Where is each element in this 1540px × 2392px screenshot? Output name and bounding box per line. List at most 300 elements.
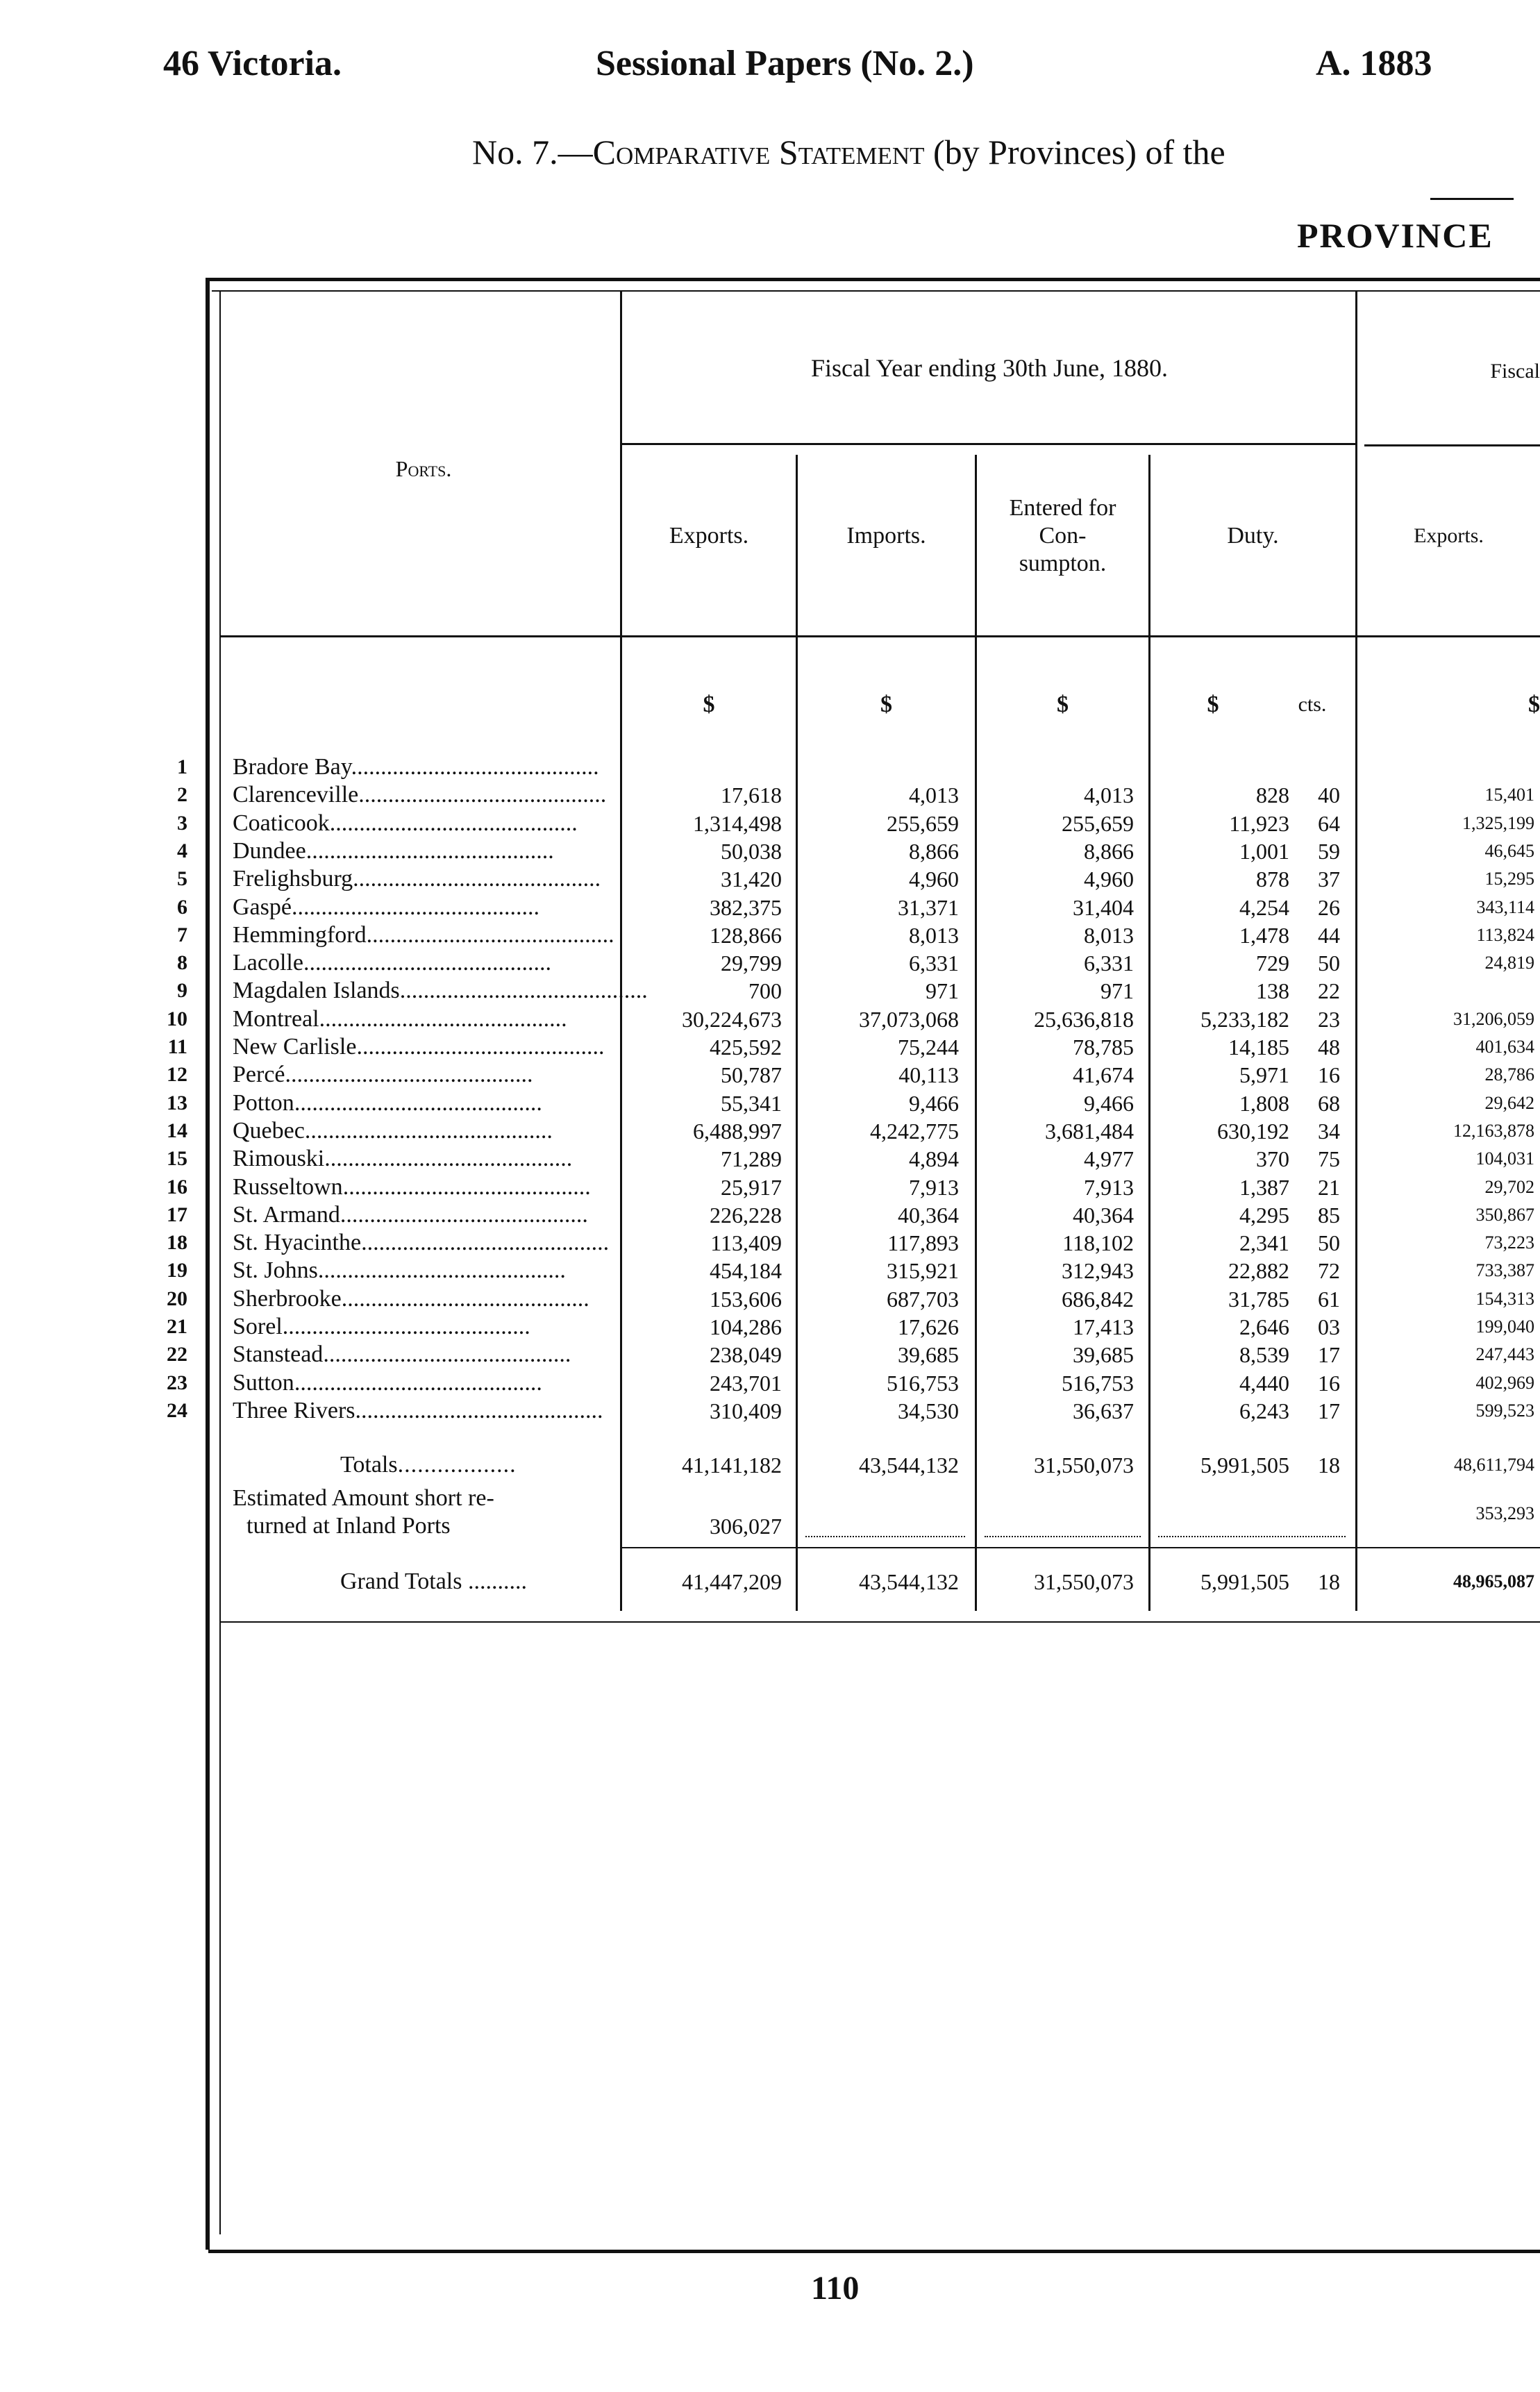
- exports-cell: 128,866: [710, 923, 782, 948]
- imports-cell: 17,626: [898, 1314, 959, 1339]
- imports-cell: 31,371: [898, 895, 959, 920]
- imports-cell: 255,659: [887, 811, 959, 836]
- imports-cell: 6,331: [909, 951, 959, 976]
- entered-cell: 17,413: [1073, 1314, 1134, 1339]
- port-name-text: Three Rivers: [233, 1398, 355, 1423]
- leader-dots: ..........................................: [324, 1146, 573, 1171]
- duty-cell: 22,882: [1228, 1258, 1289, 1283]
- entered-cell: 25,636,818: [1034, 1007, 1134, 1032]
- duty-cell: 370: [1256, 1146, 1289, 1171]
- exports2-header: Exports.: [1414, 524, 1484, 547]
- entered-cell: 255,659: [1062, 811, 1134, 836]
- cts-cell: 50: [1318, 951, 1340, 976]
- exports2-cell: 73,223: [1484, 1232, 1534, 1253]
- entered-header-line3: sumpton.: [1019, 551, 1107, 576]
- cts-cell: 50: [1318, 1230, 1340, 1255]
- row-number: 22: [167, 1343, 187, 1366]
- exports-cell: 153,606: [710, 1287, 782, 1312]
- exports2-cell: 1,325,199: [1462, 813, 1534, 833]
- cts-cell: 21: [1318, 1175, 1340, 1200]
- port-name: [233, 810, 611, 837]
- row-number: 19: [167, 1259, 187, 1282]
- leader-dots: ..........................................: [356, 1034, 605, 1060]
- entered-cell: 118,102: [1062, 1230, 1134, 1255]
- row-number: 16: [167, 1176, 187, 1198]
- grand-entered: 31,550,073: [1034, 1569, 1134, 1594]
- cts-cell: 85: [1318, 1203, 1340, 1228]
- leader-dots: ..........................................: [291, 894, 539, 920]
- rows-bottom-rule: [221, 1621, 1540, 1623]
- exports2-cell: 199,040: [1475, 1316, 1534, 1337]
- duty-cell: 14,185: [1228, 1035, 1289, 1060]
- totals-cts: 18: [1318, 1453, 1340, 1478]
- cts-cell: 48: [1318, 1035, 1340, 1060]
- imports-cell: 39,685: [898, 1342, 959, 1367]
- port-name-text: Rimouski: [233, 1146, 325, 1171]
- duty-cell: 11,923: [1229, 811, 1289, 836]
- port-name: [233, 837, 611, 865]
- entered-cell: 4,960: [1084, 867, 1134, 892]
- row-number: 5: [177, 867, 187, 890]
- port-name: [233, 1257, 611, 1285]
- port-name-text: Bradore Bay: [233, 754, 351, 780]
- cts-cell: 16: [1318, 1371, 1340, 1396]
- duty-cell: 8,539: [1239, 1342, 1289, 1367]
- estimated-exports: 306,027: [710, 1514, 782, 1539]
- leader-dots: ..........................................: [329, 810, 578, 836]
- imports-cell: 4,960: [909, 867, 959, 892]
- duty-cell: 1,808: [1239, 1091, 1289, 1116]
- port-name: [233, 865, 611, 893]
- exports2-cell: 401,634: [1475, 1037, 1534, 1057]
- imports-cell: 4,242,775: [870, 1119, 959, 1144]
- header-bottom-rule: [221, 635, 1540, 637]
- duty-cell: 1,478: [1239, 923, 1289, 948]
- port-name-text: Sorel: [233, 1314, 283, 1339]
- cts-cell: 03: [1318, 1314, 1340, 1339]
- leader-dots: ..........................................: [351, 754, 599, 780]
- fiscal-rule-1880: [620, 443, 1357, 445]
- row-number: 20: [167, 1287, 187, 1310]
- leader-dots: ..........................................: [366, 922, 614, 948]
- duty-header: Duty.: [1227, 523, 1279, 549]
- leader-dots: ..........................................: [303, 950, 551, 976]
- row-number: 8: [177, 951, 187, 974]
- cts-cell: 26: [1318, 895, 1340, 920]
- estimated-label-line2: turned at Inland Ports: [246, 1513, 451, 1539]
- cts-cell: 68: [1318, 1091, 1340, 1116]
- exports-cell: 310,409: [710, 1398, 782, 1423]
- exports-cell: 700: [748, 978, 782, 1003]
- entered-header-line2: Con-: [1039, 523, 1087, 549]
- duty-cell: 2,341: [1239, 1230, 1289, 1255]
- exports-cell: 425,592: [710, 1035, 782, 1060]
- entered-cell: 8,866: [1084, 839, 1134, 864]
- cts-cell: 17: [1318, 1342, 1340, 1367]
- port-name: [233, 977, 648, 1005]
- exports2-cell: 154,313: [1475, 1289, 1534, 1309]
- entered-cell: 78,785: [1073, 1035, 1134, 1060]
- exports2-cell: 46,645: [1484, 841, 1534, 861]
- leader-dots: ..........................................: [340, 1202, 588, 1228]
- grand-cts: 18: [1318, 1569, 1340, 1594]
- exports2-cell: 31,206,059: [1453, 1009, 1534, 1029]
- row-number: 13: [167, 1092, 187, 1114]
- exports2-cell: [1357, 977, 1534, 1005]
- grand-exports2: 48,965,087: [1453, 1571, 1534, 1591]
- port-name: [233, 1033, 611, 1061]
- entered-cell: 686,842: [1062, 1287, 1134, 1312]
- port-name-text: St. Hyacinthe: [233, 1230, 362, 1255]
- estimated-dots-entered: [985, 1536, 1141, 1539]
- exports2-cell: 599,523: [1475, 1400, 1534, 1421]
- exports-cell: 243,701: [710, 1371, 782, 1396]
- exports2-cell: 350,867: [1475, 1205, 1534, 1225]
- totals-duty: 5,991,505: [1200, 1453, 1289, 1478]
- duty-cell: 878: [1256, 867, 1289, 892]
- exports-cell: 113,409: [710, 1230, 782, 1255]
- imports-cell: 7,913: [909, 1175, 959, 1200]
- leader-dots: ..........................................: [358, 782, 607, 808]
- duty-cell: 4,440: [1239, 1371, 1289, 1396]
- exports2-cell: 12,163,878: [1453, 1121, 1534, 1141]
- exports-cell: 226,228: [710, 1203, 782, 1228]
- exports-cell: 17,618: [721, 783, 782, 808]
- exports2-cell: 104,031: [1475, 1148, 1534, 1169]
- entered-cell: 971: [1100, 978, 1134, 1003]
- exports-cell: 1,314,498: [693, 811, 782, 836]
- cts-cell: 23: [1318, 1007, 1340, 1032]
- row-number: 11: [167, 1035, 187, 1058]
- leader-dots: ..........................................: [353, 866, 601, 892]
- exports2-cell: 28,786: [1484, 1064, 1534, 1085]
- imports-header: Imports.: [846, 523, 926, 549]
- exports2-cell: 24,819: [1484, 953, 1534, 973]
- totals-entered: 31,550,073: [1034, 1453, 1134, 1478]
- exports-cell: 454,184: [710, 1258, 782, 1283]
- estimated-rule: [622, 1547, 1540, 1548]
- duty-cell: 6,243: [1239, 1398, 1289, 1423]
- imports-cell: [798, 753, 959, 781]
- table-bottom-border: [208, 2250, 1540, 2253]
- row-number: 23: [167, 1371, 187, 1394]
- cts-cell: 16: [1318, 1062, 1340, 1087]
- imports-cell: 75,244: [898, 1035, 959, 1060]
- page-number: 110: [811, 2270, 860, 2307]
- entered-cell: 9,466: [1084, 1091, 1134, 1116]
- duty-cell: 828: [1256, 783, 1289, 808]
- port-name: [233, 949, 611, 977]
- duty-cell: 4,295: [1239, 1203, 1289, 1228]
- port-name: [233, 1145, 611, 1173]
- duty-cell: 4,254: [1239, 895, 1289, 920]
- exports-cell: 382,375: [710, 895, 782, 920]
- row-number: 1: [177, 755, 187, 778]
- unit-cts: cts.: [1298, 693, 1327, 716]
- province-heading: PROVINCE: [1297, 216, 1493, 255]
- unit-entered: $: [1057, 692, 1069, 717]
- port-name-text: Gaspé: [233, 894, 292, 920]
- port-name: [233, 921, 614, 949]
- port-name: [233, 1313, 611, 1341]
- row-number: 2: [177, 783, 187, 806]
- header-left: 46 Victoria.: [163, 44, 342, 83]
- entered-header: [977, 494, 1148, 578]
- duty-cell: 729: [1256, 951, 1289, 976]
- exports-cell: 6,488,997: [693, 1119, 782, 1144]
- exports2-cell: [1357, 753, 1534, 781]
- imports-cell: 971: [926, 978, 959, 1003]
- cts-cell: [1298, 753, 1340, 781]
- imports-cell: 315,921: [887, 1258, 959, 1283]
- port-name: [233, 781, 611, 809]
- table-top-inner: [212, 290, 1540, 292]
- entered-cell: 41,674: [1073, 1062, 1134, 1087]
- port-name: [233, 894, 611, 921]
- title-prefix: No. 7.—: [472, 133, 593, 172]
- port-name-text: Coaticook: [233, 810, 330, 836]
- entered-cell: 4,013: [1084, 783, 1134, 808]
- row-number: 14: [167, 1119, 187, 1142]
- row-number: 6: [177, 896, 187, 919]
- estimated-dots-duty: [1158, 1536, 1346, 1539]
- entered-cell: 8,013: [1084, 923, 1134, 948]
- leader-dots: ..........................................: [285, 1062, 533, 1087]
- port-name: [233, 1173, 611, 1201]
- exports-cell: 104,286: [710, 1314, 782, 1339]
- leader-dots: ..........................................: [304, 1118, 553, 1144]
- entered-cell: 6,331: [1084, 951, 1134, 976]
- entered-cell: 7,913: [1084, 1175, 1134, 1200]
- cts-cell: 59: [1318, 839, 1340, 864]
- exports-cell: 55,341: [721, 1091, 782, 1116]
- duty-cell: 31,785: [1228, 1287, 1289, 1312]
- row-number: 3: [177, 812, 187, 835]
- imports-cell: 117,893: [887, 1230, 959, 1255]
- row-number: 12: [167, 1063, 187, 1086]
- row-number: 10: [167, 1007, 187, 1030]
- port-name: [233, 1229, 611, 1257]
- exports-cell: 30,224,673: [682, 1007, 782, 1032]
- cts-cell: 22: [1318, 978, 1340, 1003]
- title-rule: [1430, 198, 1514, 200]
- port-name-text: Montreal: [233, 1006, 319, 1032]
- entered-cell: 312,943: [1062, 1258, 1134, 1283]
- exports-cell: 50,787: [721, 1062, 782, 1087]
- port-name-text: St. Johns: [233, 1257, 318, 1283]
- leader-dots: ..........................................: [361, 1230, 610, 1255]
- port-name: [233, 1089, 611, 1117]
- row-number: 17: [167, 1203, 187, 1226]
- exports-cell: 25,917: [721, 1175, 782, 1200]
- port-name-text: Magdalen Islands: [233, 978, 400, 1003]
- entered-cell: [977, 753, 1134, 781]
- exports-cell: 31,420: [721, 867, 782, 892]
- estimated-exports2: 353,293: [1475, 1503, 1534, 1523]
- table-left-inner: [219, 290, 221, 2234]
- header-right: A. 1883: [1316, 44, 1432, 83]
- duty-cell: 1,001: [1239, 839, 1289, 864]
- imports-cell: 40,113: [898, 1062, 959, 1087]
- row-number: 9: [177, 979, 187, 1002]
- entered-cell: 3,681,484: [1045, 1119, 1134, 1144]
- table-left-border: [206, 278, 210, 2250]
- exports-header: Exports.: [669, 523, 749, 549]
- exports2-cell: 15,295: [1484, 869, 1534, 889]
- port-name: [233, 1397, 611, 1425]
- fiscal-1880-header: Fiscal Year ending 30th June, 1880.: [811, 354, 1168, 382]
- estimated-label-line1: Estimated Amount short re-: [233, 1485, 494, 1511]
- port-name: [233, 1369, 611, 1397]
- unit-exports2: $: [1528, 692, 1540, 717]
- cts-cell: 72: [1318, 1258, 1340, 1283]
- port-name-text: Dundee: [233, 838, 306, 864]
- unit-imports: $: [880, 692, 892, 717]
- totals-exports: 41,141,182: [682, 1453, 782, 1478]
- exports2-cell: 247,443: [1475, 1344, 1534, 1364]
- imports-cell: 9,466: [909, 1091, 959, 1116]
- title-main: Comparative Statement: [592, 133, 925, 172]
- port-name-text: Lacolle: [233, 950, 303, 976]
- port-name-text: Potton: [233, 1090, 294, 1116]
- grand-totals-text: Grand Totals: [340, 1569, 462, 1594]
- entered-header-line1: Entered for: [1009, 495, 1116, 521]
- exports-cell: 238,049: [710, 1342, 782, 1367]
- port-name-text: Russeltown: [233, 1174, 343, 1200]
- leader-dots: ..........................................: [342, 1174, 591, 1200]
- port-name-text: Quebec: [233, 1118, 305, 1144]
- leader-dots: ..........................................: [294, 1370, 542, 1396]
- row-number: 7: [177, 923, 187, 946]
- row-number: 21: [167, 1315, 187, 1338]
- duty-cell: 5,233,182: [1200, 1007, 1289, 1032]
- cts-cell: 37: [1318, 867, 1340, 892]
- row-number: 24: [167, 1399, 187, 1422]
- imports-cell: 516,753: [887, 1371, 959, 1396]
- grand-imports: 43,544,132: [859, 1569, 959, 1594]
- port-name-text: Percé: [233, 1062, 285, 1087]
- unit-duty: $: [1207, 692, 1219, 717]
- leader-dots: ..........................................: [294, 1090, 542, 1116]
- leader-dots: ..........................................: [319, 1006, 567, 1032]
- entered-cell: 36,637: [1073, 1398, 1134, 1423]
- exports2-cell: 15,401: [1484, 785, 1534, 805]
- duty-cell: 138: [1256, 978, 1289, 1003]
- port-name-text: Sherbrooke: [233, 1286, 342, 1312]
- duty-cell: 630,192: [1217, 1119, 1289, 1144]
- leader-dots: ..........................................: [399, 978, 648, 1003]
- leader-dots: ..........................................: [282, 1314, 530, 1339]
- port-name: [233, 1005, 611, 1033]
- grand-duty: 5,991,505: [1200, 1569, 1289, 1594]
- duty-cell: 2,646: [1239, 1314, 1289, 1339]
- leader-dots: ..........................................: [306, 838, 554, 864]
- entered-cell: 516,753: [1062, 1371, 1134, 1396]
- port-name: [233, 1117, 611, 1145]
- port-name-text: Hemmingford: [233, 922, 367, 948]
- port-name: [233, 1341, 611, 1369]
- port-name: [233, 1061, 611, 1089]
- ports-header: Ports.: [395, 456, 452, 481]
- imports-cell: 4,013: [909, 783, 959, 808]
- port-name-text: Frelighsburg: [233, 866, 353, 892]
- grand-totals-label: Grand Totals ..........: [340, 1569, 527, 1594]
- port-name-text: Sutton: [233, 1370, 294, 1396]
- exports2-cell: 29,702: [1484, 1177, 1534, 1197]
- header-center: Sessional Papers (No. 2.): [596, 44, 974, 83]
- imports-cell: 4,894: [909, 1146, 959, 1171]
- exports2-cell: 343,114: [1476, 897, 1534, 917]
- port-name-text: St. Armand: [233, 1202, 340, 1228]
- port-name: [233, 753, 611, 781]
- imports-cell: 8,866: [909, 839, 959, 864]
- leader-dots: ..........................................: [341, 1286, 589, 1312]
- table-title: [472, 132, 1225, 172]
- cts-cell: 61: [1318, 1287, 1340, 1312]
- imports-cell: 687,703: [887, 1287, 959, 1312]
- cts-cell: 64: [1318, 811, 1340, 836]
- totals-exports2: 48,611,794: [1453, 1455, 1534, 1475]
- cts-cell: 75: [1318, 1146, 1340, 1171]
- fiscal-rule-next: [1364, 444, 1540, 446]
- exports-cell: 50,038: [721, 839, 782, 864]
- unit-exports: $: [703, 692, 715, 717]
- port-name: [233, 1285, 611, 1313]
- duty-cell: 1,387: [1239, 1175, 1289, 1200]
- imports-cell: 37,073,068: [859, 1007, 959, 1032]
- row-number: 18: [167, 1231, 187, 1254]
- grand-exports: 41,447,209: [682, 1569, 782, 1594]
- port-name-text: Clarenceville: [233, 782, 359, 808]
- fiscal-next-header: Fiscal: [1490, 360, 1540, 383]
- leader-dots: ..........................................: [355, 1398, 603, 1423]
- entered-cell: 31,404: [1073, 895, 1134, 920]
- totals-imports: 43,544,132: [859, 1453, 959, 1478]
- cts-cell: 34: [1318, 1119, 1340, 1144]
- exports-cell: 29,799: [721, 951, 782, 976]
- duty-cell: 5,971: [1239, 1062, 1289, 1087]
- cts-cell: 44: [1318, 923, 1340, 948]
- exports-cell: 71,289: [721, 1146, 782, 1171]
- leader-dots: ..........................................: [317, 1257, 566, 1283]
- port-name: [233, 1201, 611, 1229]
- cts-cell: 40: [1318, 783, 1340, 808]
- totals-text: Totals: [340, 1452, 398, 1478]
- totals-label: Totals..................: [340, 1452, 517, 1478]
- row-number: 4: [177, 839, 187, 862]
- imports-cell: 8,013: [909, 923, 959, 948]
- port-name-text: New Carlisle: [233, 1034, 357, 1060]
- duty-cell: [1150, 753, 1289, 781]
- entered-cell: 40,364: [1073, 1203, 1134, 1228]
- exports2-cell: 29,642: [1484, 1093, 1534, 1113]
- imports-cell: 40,364: [898, 1203, 959, 1228]
- cts-cell: 17: [1318, 1398, 1340, 1423]
- imports-cell: 34,530: [898, 1398, 959, 1423]
- exports-cell: [622, 753, 782, 781]
- entered-cell: 39,685: [1073, 1342, 1134, 1367]
- row-number: 15: [167, 1147, 187, 1170]
- exports2-cell: 733,387: [1475, 1260, 1534, 1280]
- table-top-border: [208, 278, 1540, 281]
- leader-dots: ..........................................: [323, 1341, 571, 1367]
- estimated-dots-imports: [805, 1536, 965, 1539]
- exports2-cell: 402,969: [1475, 1373, 1534, 1393]
- entered-cell: 4,977: [1084, 1146, 1134, 1171]
- title-suffix: (by Provinces) of the: [933, 133, 1225, 172]
- exports2-cell: 113,824: [1476, 925, 1534, 945]
- port-name-text: Stanstead: [233, 1341, 324, 1367]
